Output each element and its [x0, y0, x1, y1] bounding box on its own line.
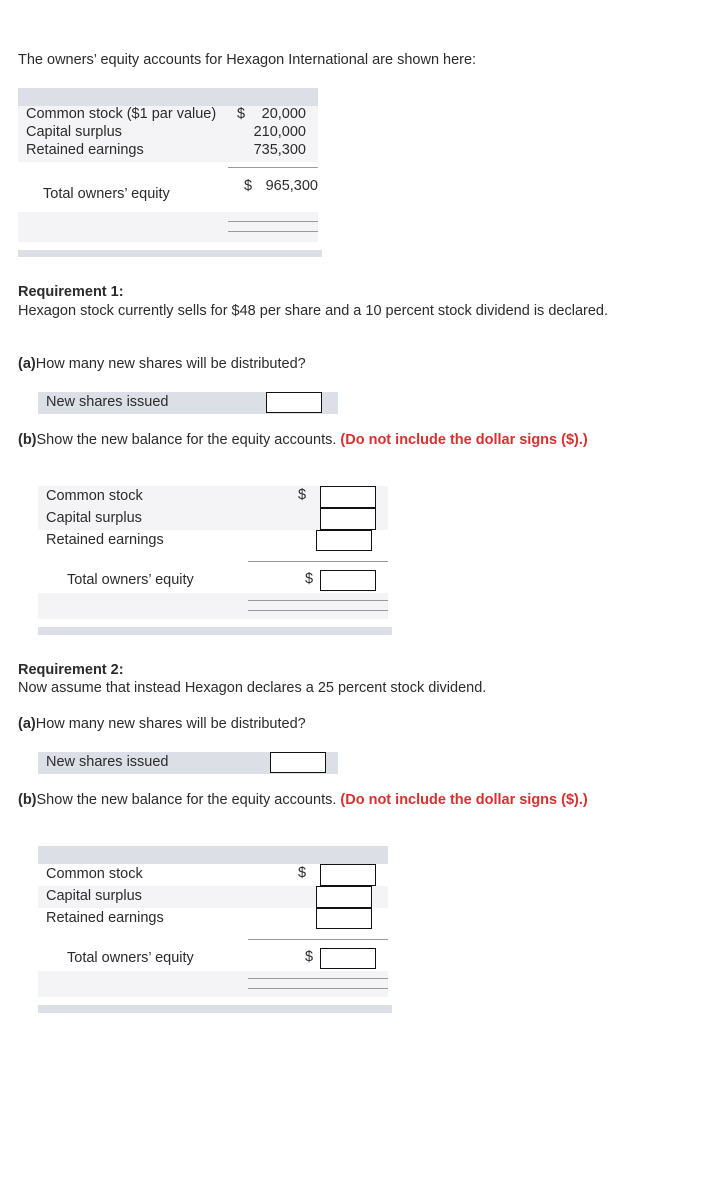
req2-part-b-question: [18, 792, 588, 808]
req2-part-a-text: How many new shares will be distributed?: [35, 716, 306, 732]
req1-footer-band: [38, 593, 388, 619]
req2-heading: Requirement 2:: [18, 662, 124, 678]
req1-part-a-question: [18, 356, 306, 372]
req2-footer-band: [38, 971, 388, 997]
req1-part-b-text: Show the new balance for the equity accounts.: [36, 432, 337, 448]
req2-capital-surplus-input[interactable]: [316, 886, 372, 908]
req1-label-retained-earnings: Retained earnings: [46, 532, 164, 548]
req2-currency-common-stock: $: [298, 865, 307, 881]
req1-part-a-text: How many new shares will be distributed?: [35, 356, 306, 372]
req2-text: Now assume that instead Hexagon declares a 25 percent stock dividend.: [18, 680, 487, 696]
req2-double-rule-bottom: [248, 988, 388, 989]
req1-part-b-question: [18, 432, 588, 448]
req1-label-capital-surplus: Capital surplus: [46, 510, 142, 526]
req1-part-a-tag: (a): [18, 356, 36, 372]
intro-text: The owners’ equity accounts for Hexagon International are shown here:: [18, 52, 477, 68]
req1-part-b-tag: (b): [18, 432, 37, 448]
req2-new-shares-input[interactable]: [270, 752, 326, 773]
req1-total-label: Total owners’ equity: [67, 572, 194, 588]
req1-bottom-bar: [38, 627, 392, 635]
req2-total-currency: $: [305, 949, 314, 965]
table-footer-band: [18, 212, 318, 242]
req1-double-rule-bottom: [248, 610, 388, 611]
req1-heading: Requirement 1:: [18, 284, 124, 300]
req1-new-shares-label: New shares issued: [46, 394, 169, 410]
req2-double-rule-top: [248, 978, 388, 979]
req2-part-a-question: [18, 716, 306, 732]
req2-common-stock-input[interactable]: [320, 864, 376, 886]
given-value-capital-surplus: 210,000: [253, 124, 306, 140]
given-total-value: 965,300: [265, 178, 318, 194]
table-header-band: [18, 88, 318, 106]
given-currency-common-stock: $: [237, 106, 246, 122]
req2-label-capital-surplus: Capital surplus: [46, 888, 142, 904]
given-label-retained-earnings: Retained earnings: [26, 142, 144, 158]
req1-subtotal-rule: [248, 561, 388, 562]
req1-total-currency: $: [305, 571, 314, 587]
req1-capital-surplus-input[interactable]: [320, 508, 376, 530]
req1-new-shares-input[interactable]: [266, 392, 322, 413]
subtotal-rule: [228, 167, 318, 168]
double-rule-top: [228, 221, 318, 222]
double-rule-bottom: [228, 231, 318, 232]
req2-retained-earnings-input[interactable]: [316, 908, 372, 929]
req2-header-band: [38, 846, 388, 864]
req2-part-b-tag: (b): [18, 792, 37, 808]
req2-subtotal-rule: [248, 939, 388, 940]
req2-part-b-note: (Do not include the dollar signs ($).): [340, 792, 588, 808]
table-bottom-bar: [18, 250, 322, 257]
req1-label-common-stock: Common stock: [46, 488, 143, 504]
req2-new-shares-label: New shares issued: [46, 754, 169, 770]
req2-bottom-bar: [38, 1005, 392, 1013]
req1-text: Hexagon stock currently sells for $48 per share and a 10 percent stock dividend is declared.: [18, 303, 608, 319]
req2-part-a-tag: (a): [18, 716, 36, 732]
given-label-capital-surplus: Capital surplus: [26, 124, 122, 140]
req1-part-b-note: (Do not include the dollar signs ($).): [340, 432, 588, 448]
req2-total-label: Total owners’ equity: [67, 950, 194, 966]
given-value-common-stock: 20,000: [261, 106, 306, 122]
req1-common-stock-input[interactable]: [320, 486, 376, 508]
given-value-retained-earnings: 735,300: [253, 142, 306, 158]
req2-total-input[interactable]: [320, 948, 376, 969]
given-label-common-stock: Common stock ($1 par value): [26, 106, 217, 122]
req2-label-common-stock: Common stock: [46, 866, 143, 882]
given-total-currency: $: [244, 178, 253, 194]
req1-double-rule-top: [248, 600, 388, 601]
given-total-label: Total owners’ equity: [43, 186, 170, 202]
req1-currency-common-stock: $: [298, 487, 307, 503]
req2-part-b-text: Show the new balance for the equity accounts.: [36, 792, 337, 808]
req1-total-input[interactable]: [320, 570, 376, 591]
req2-label-retained-earnings: Retained earnings: [46, 910, 164, 926]
req1-retained-earnings-input[interactable]: [316, 530, 372, 551]
